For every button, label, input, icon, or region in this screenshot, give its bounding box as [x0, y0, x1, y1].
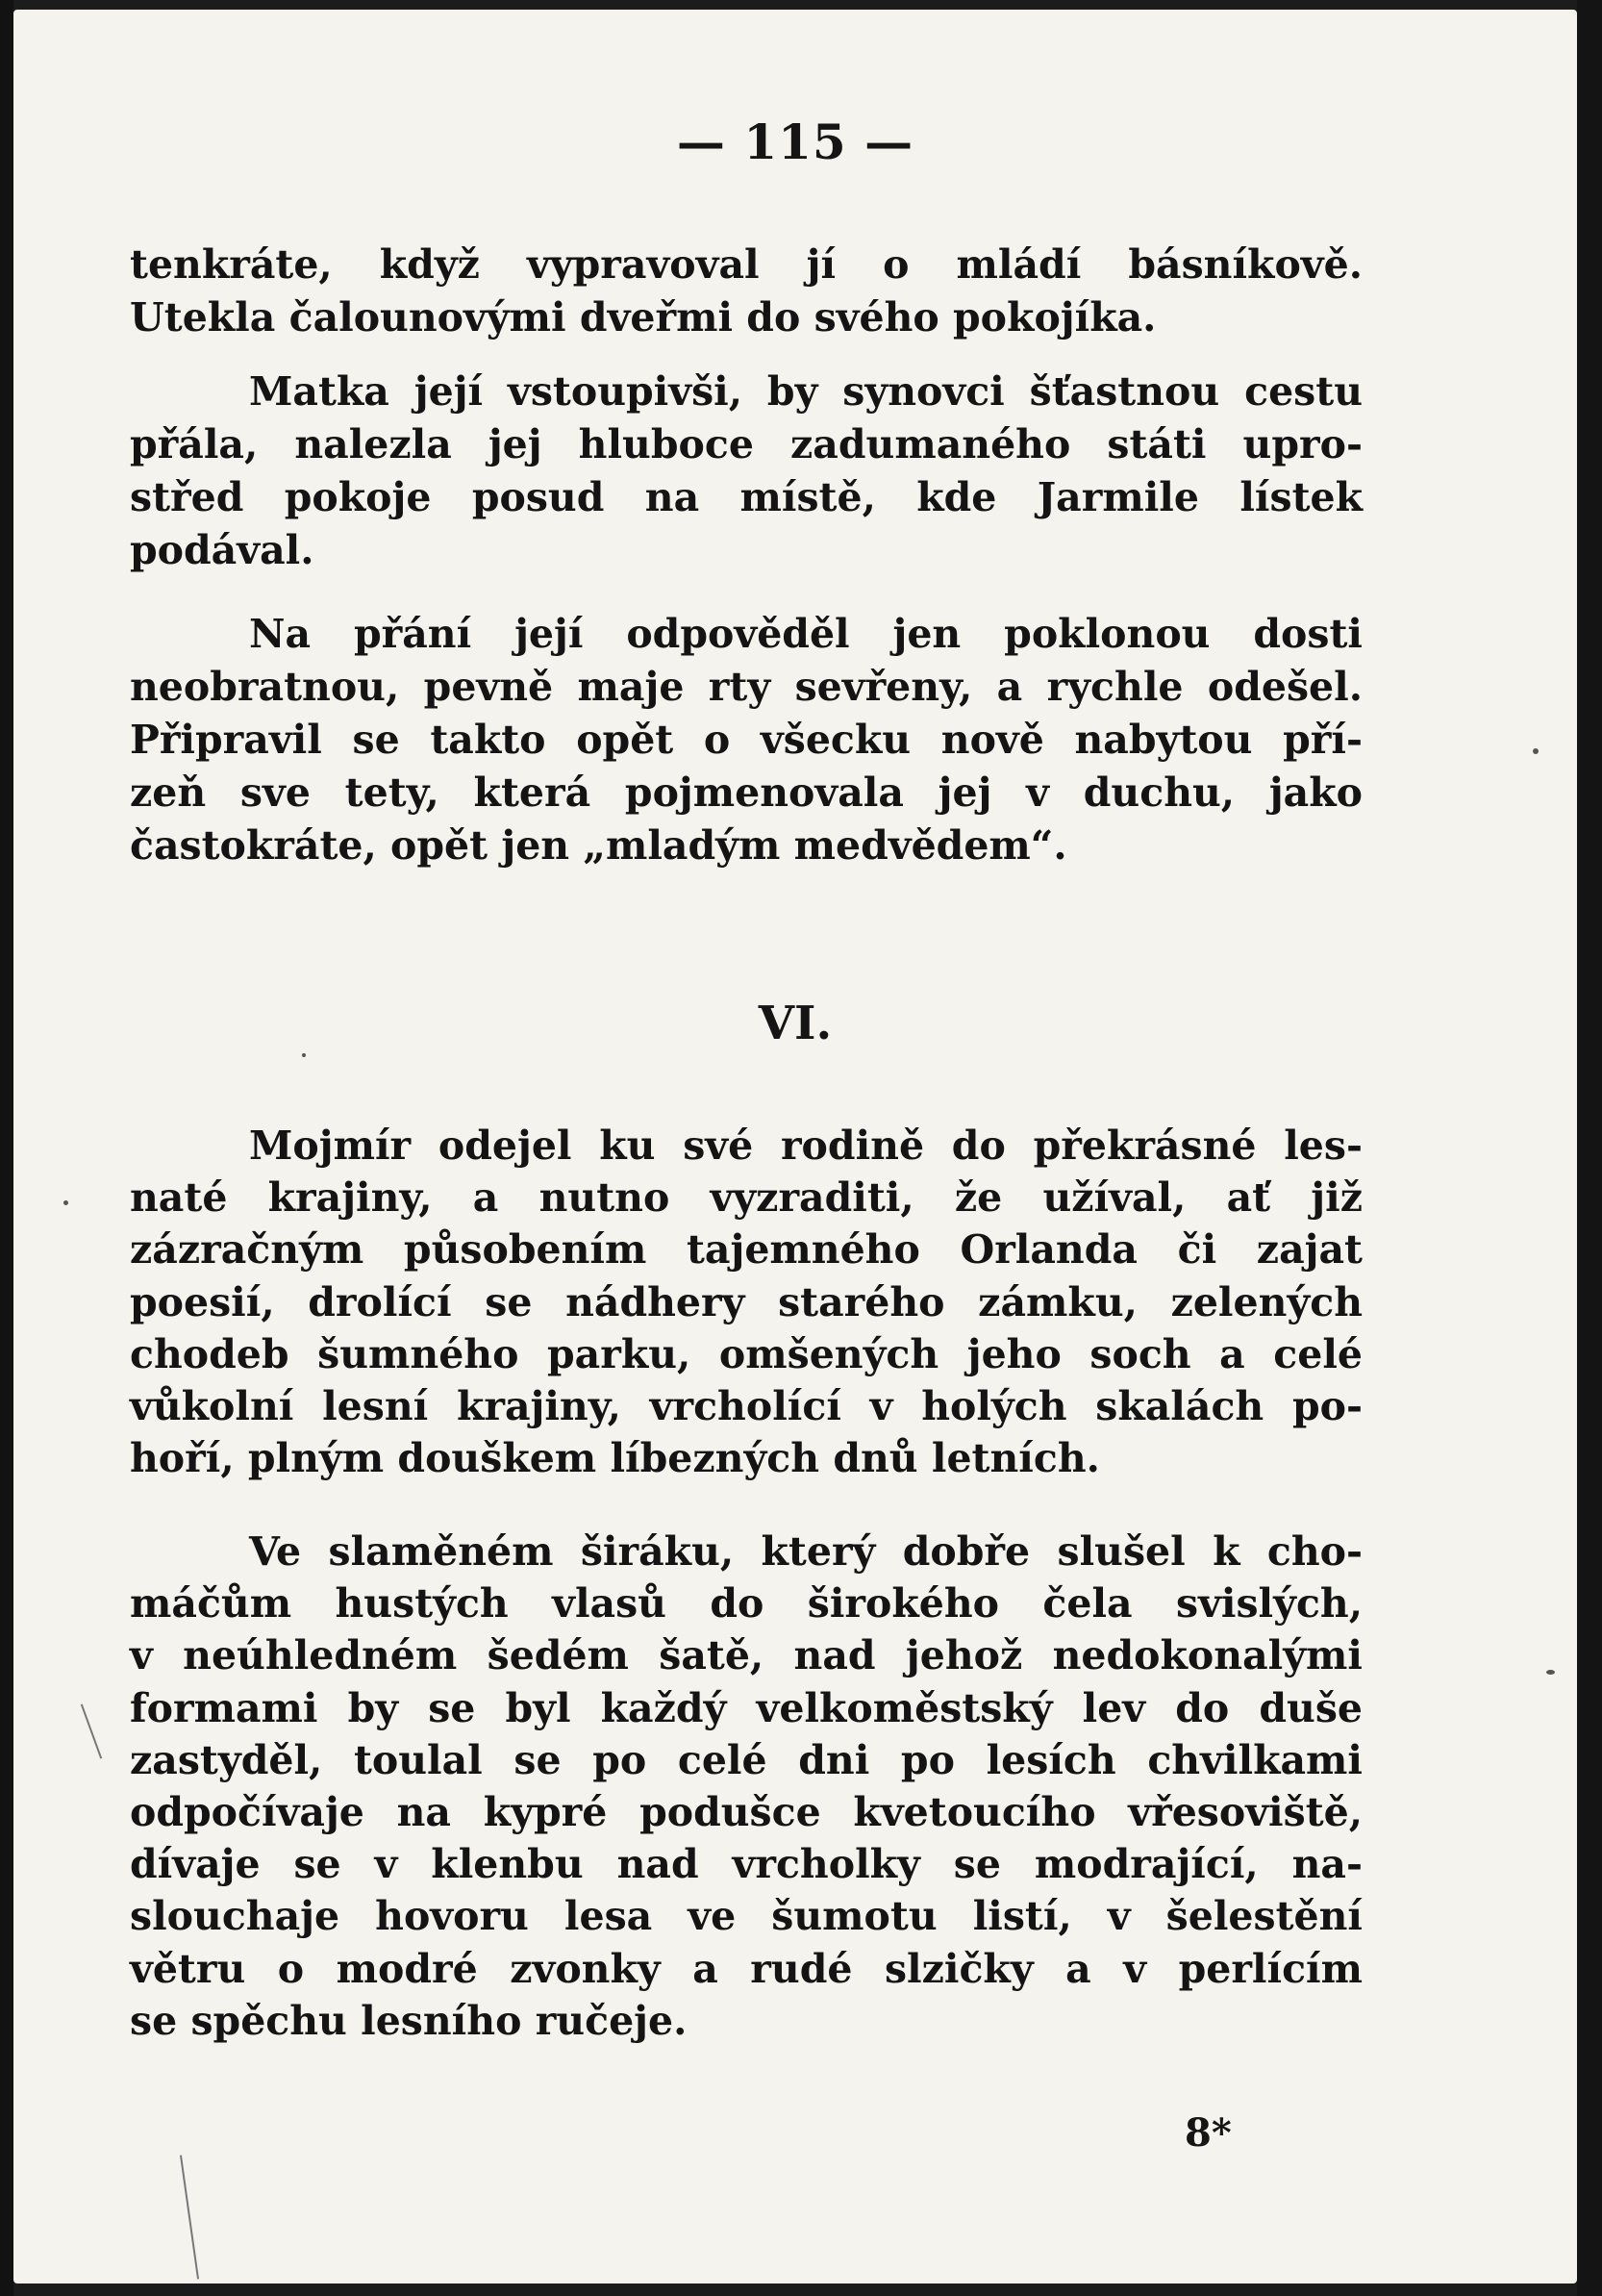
text-line: Mojmír odejel ku své rodině do překrásné les- [249, 1123, 1363, 1169]
page-number: — 115 — [676, 114, 914, 170]
text-line: hoří, plným douškem líbezných dnů letních. [130, 1435, 1100, 1482]
paragraph-3 [130, 608, 1363, 872]
text-line: Utekla čalounovými dveřmi do svého pokojíka. [130, 294, 1157, 341]
scan-speck [1546, 1670, 1555, 1675]
text-line: střed pokoje posud na místě, kde Jarmile lístek [130, 474, 1363, 520]
paragraph-4 [130, 1120, 1363, 1484]
text-line: odpočívaje na kypré podušce kvetoucího vřesoviště, [130, 1788, 1363, 1835]
scan-scratch [180, 2155, 199, 2279]
text-line: podával. [130, 527, 314, 573]
text-line: naté krajiny, a nutno vyzraditi, že užíval, ať již [130, 1174, 1363, 1222]
paragraph-5 [130, 1526, 1363, 2047]
text-line: zastyděl, toulal se po celé dni po lesích chvilkami [130, 1736, 1363, 1783]
text-line: větru o modré zvonky a rudé slzičky a v perlícím [130, 1945, 1363, 1992]
scan-border-left [0, 0, 13, 2296]
text-line: Ve slaměném širáku, který dobře slušel k cho- [249, 1528, 1363, 1575]
text-line: tenkráte, když vypravoval jí o mládí básníkově. [130, 241, 1363, 288]
text-line: zeň sve tety, která pojmenovala jej v duchu, jako [130, 770, 1363, 816]
text-line: Na přání její odpověděl jen poklonou dosti [249, 611, 1363, 657]
text-line: neobratnou, pevně maje rty sevřeny, a rychle odešel. [130, 664, 1363, 710]
text-line: častokráte, opět jen „mladým medvědem“. [130, 822, 1067, 869]
text-line: přála, nalezla jej hluboce zadumaného státi upro- [130, 421, 1363, 467]
scan-speck [302, 1053, 306, 1057]
text-line: formami by se byl každý velkoměstský lev do duše [130, 1684, 1363, 1731]
scan-speck [1533, 748, 1539, 754]
paragraph-2 [130, 366, 1363, 577]
text-line: máčům hustých vlasů do širokého čela svislých, [130, 1580, 1363, 1627]
text-line: se spěchu lesního ručeje. [130, 1997, 688, 2044]
text-line: Připravil se takto opět o všecku nově nabytou pří- [130, 717, 1363, 763]
text-line: v neúhledném šedém šatě, nad jehož nedokonalými [130, 1632, 1363, 1679]
text-line: dívaje se v klenbu nad vrcholky se modrající, na- [130, 1841, 1363, 1888]
text-line: poesií, drolící se nádhery starého zámku, zelených [130, 1278, 1363, 1325]
text-line: Matka její vstoupivši, by synovci šťastnou cestu [249, 368, 1363, 415]
text-line: slouchaje hovoru lesa ve šumotu listí, v šelestění [130, 1893, 1363, 1940]
book-page [13, 10, 1577, 2283]
chapter-heading: VI. [758, 997, 833, 1050]
text-line: chodeb šumného parku, omšených jeho soch a celé [130, 1330, 1363, 1377]
scan-border-right [1577, 0, 1602, 2296]
printer-signature: 8* [1185, 2110, 1232, 2156]
paragraph-1 [130, 239, 1363, 344]
scan-scratch [81, 1703, 102, 1758]
text-line: zázračným působením tajemného Orlanda či zajat [130, 1226, 1363, 1274]
text-line: vůkolní lesní krajiny, vrcholící v holých skalách po- [130, 1382, 1363, 1429]
scan-speck [63, 1200, 68, 1205]
